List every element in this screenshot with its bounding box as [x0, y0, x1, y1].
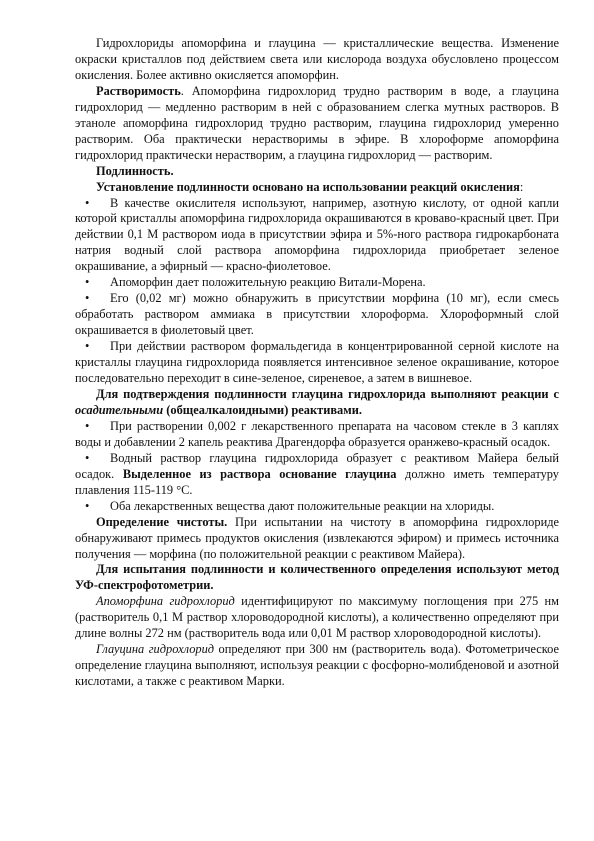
authenticity-heading: Подлинность.	[96, 163, 174, 178]
oxidation-heading-label: Установление подлинности основано на использовании реакций окисления	[96, 179, 520, 194]
glaucine-base-emphasis: Выделенное из раствора основание глауцина	[122, 466, 397, 481]
bullet-icon: •	[85, 339, 90, 354]
solubility-paragraph	[75, 84, 559, 164]
bullet-icon: •	[85, 275, 90, 290]
list-item	[75, 196, 559, 276]
oxidation-heading	[75, 180, 559, 196]
glaucine-uv-paragraph: Глауцина гидрохлорид определяют при 300 нм (растворитель вода). Фотометрическое определение глауцина выполняют, используя реакции с фосфорно-молибденовой и азотной кислотами, а также с реактивом Марки.	[75, 642, 559, 689]
list-item-text: Оба лекарственных вещества дают положительные реакции на хлориды.	[110, 498, 495, 513]
glaucine-heading: Для подтверждения подлинности глауцина гидрохлорида выполняют реакции с осадительными (общеалкалоидными) реактивами.	[75, 386, 559, 417]
apomorphine-uv-paragraph: Апоморфина гидрохлорид идентифицируют по максимуму поглощения при 275 нм (растворитель 0,1 М раствор хлороводородной кислоты), а количественно определяют при длине волны 272 нм (растворитель вода или 0,01 М раствор хлороводородной кислоты).	[75, 594, 559, 641]
uv-heading: Для испытания подлинности и количественного определения используют метод УФ-спектрофотометрии.	[75, 562, 559, 593]
list-item	[75, 275, 559, 291]
list-item	[75, 339, 559, 387]
bullet-icon: •	[85, 291, 90, 306]
intro-paragraph: Гидрохлориды апоморфина и глауцина — кристаллические вещества. Изменение окраски кристаллов под действием света или кислорода воздуха обусловлено процессом окисления. Более активно окисляется апоморфин.	[75, 36, 559, 82]
oxidation-heading-colon: :	[519, 179, 524, 194]
purity-text: При испытании на чистоту в апоморфина гидрохлориде обнаруживают примесь продуктов окисления (извлекаются эфиром) и примесь источника получения — морфина (по положительной реакции с реактивом Майера).	[75, 514, 559, 561]
list-item	[75, 499, 559, 515]
solubility-label: Растворимость	[96, 83, 181, 98]
glaucine-heading-italic: осадительными	[75, 402, 164, 417]
glaucine-name: Глауцина гидрохлорид	[96, 642, 215, 657]
purity-label: Определение чистоты.	[96, 514, 228, 529]
document-page	[75, 36, 559, 690]
list-item-text: При действии раствором формальдегида в концентрированной серной кислоте на кристаллы глауцина гидрохлорида появляется интенсивное зеленое окрашивание, которое последовательно переходит в сине-зеленое, сиреневое, а затем в вишневое.	[75, 339, 559, 386]
bullet-icon: •	[85, 195, 90, 210]
purity-paragraph	[75, 515, 559, 563]
list-item-text: Апоморфин дает положительную реакцию Витали-Морена.	[110, 275, 426, 290]
list-item	[75, 419, 559, 451]
list-item	[75, 291, 559, 339]
list-item-text: В качестве окислителя используют, например, азотную кислоту, от одной капли которой кристаллы апоморфина гидрохлорида окрашиваются в кроваво-красный цвет. При действии 0,1 М раствором иода в присутствии эфира и 5%-ного раствора гидрокарбоната натрия водный слой раствора апоморфина гидрохлорида приобретает зеленое окрашивание, а эфирный — красно-фиолетовое.	[75, 195, 559, 274]
solubility-text: . Апоморфина гидрохлорид трудно растворим в воде, а глауцина гидрохлорид — медленно растворим в ней с образованием слегка мутных растворов. В этаноле апоморфина гидрохлорид трудно растворим, глауцина гидрохлорид умеренно растворим. Оба практически нерастворимы в эфире. В хлороформе апоморфина гидрохлорид практически нерастворим, а глауцина гидрохлорид — растворим.	[75, 83, 559, 162]
bullet-icon: •	[85, 450, 90, 465]
list-item-text: При растворении 0,002 г лекарственного препарата на часовом стекле в 3 каплях воды и добавлении 2 капель реактива Драгендорфа образуется оранжево-красный осадок.	[75, 418, 559, 449]
list-item: • Водный раствор глауцина гидрохлорида образует с реактивом Майера белый осадок. Выделенное из раствора основание глауцина должно иметь температуру плавления 115-119 °С.	[75, 450, 559, 497]
apomorphine-name: Апоморфина гидрохлорид	[96, 594, 235, 609]
bullet-icon: •	[85, 418, 90, 433]
list-item-text: Его (0,02 мг) можно обнаружить в присутствии морфина (10 мг), если смесь обработать раствором аммиака в присутствии хлороформа. Хлороформный слой окрашивается в фиолетовый цвет.	[75, 291, 559, 338]
bullet-icon: •	[85, 498, 90, 513]
